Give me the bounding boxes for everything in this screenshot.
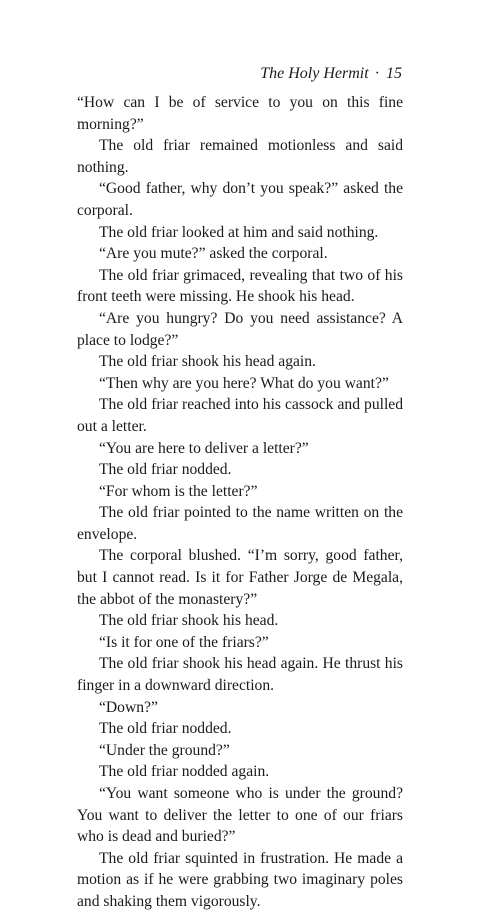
paragraph: The old friar squinted in frustration. He made a motion as if he were grabbing two imaginary poles and shaking them vigorously. [77, 849, 403, 910]
paragraph: The old friar pointed to the name written on the envelope. [77, 504, 403, 543]
paragraph: “You want someone who is under the ground? You want to deliver the letter to one of our friars who is dead and buried?” [77, 785, 403, 846]
paragraph: “Are you hungry? Do you need assistance? A place to lodge?” [77, 309, 403, 349]
paragraph: “Then why are you here? What do you want?” [99, 374, 389, 392]
paragraph: “Are you mute?” asked the corporal. [99, 245, 328, 263]
paragraph: “Good father, why don’t you speak?” asked the corporal. [77, 180, 403, 219]
paragraph: The old friar nodded again. [99, 763, 270, 781]
paragraph: The old friar remained motionless and said nothing. [77, 137, 403, 176]
paragraph: The old friar shook his head again. He thrust his finger in a downward direction. [77, 655, 403, 695]
paragraph: The old friar nodded. [99, 720, 232, 738]
paragraph: The old friar shook his head. [99, 612, 279, 630]
page-number: 15 [386, 65, 402, 82]
paragraph: “Is it for one of the friars?” [99, 633, 269, 651]
paragraph: The corporal blushed. “I’m sorry, good father, but I cannot read. Is it for Father Jorge de Megala, the abbot of the monastery?” [77, 547, 403, 608]
paragraph: “How can I be of service to you on this fine morning?” [77, 94, 403, 133]
paragraph: “Down?” [99, 698, 158, 716]
paragraph: “Under the ground?” [99, 741, 230, 759]
paragraph: The old friar reached into his cassock and pulled out a letter. [77, 396, 403, 435]
body-text [77, 92, 403, 913]
paragraph: “You are here to deliver a letter?” [99, 439, 309, 457]
paragraph: The old friar looked at him and said nothing. [99, 223, 379, 241]
paragraph: The old friar shook his head again. [99, 353, 316, 371]
running-head [260, 64, 402, 84]
paragraph: The old friar grimaced, revealing that two of his front teeth were missing. He shook his head. [77, 266, 403, 306]
header-separator: · [374, 65, 380, 82]
paragraph: The old friar nodded. [99, 461, 232, 479]
paragraph: “For whom is the letter?” [99, 482, 258, 500]
book-title: The Holy Hermit [260, 65, 369, 82]
